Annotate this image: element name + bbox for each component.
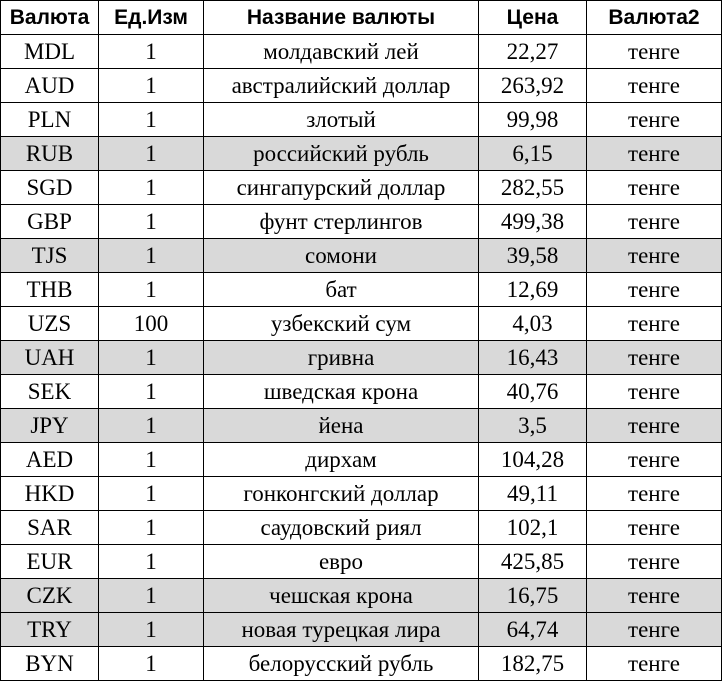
currency2-cell: тенге bbox=[587, 375, 722, 409]
currency-code-cell: TJS bbox=[1, 239, 99, 273]
price-cell: 102,1 bbox=[479, 511, 587, 545]
currency2-cell: тенге bbox=[587, 307, 722, 341]
unit-cell: 1 bbox=[99, 579, 204, 613]
table-row bbox=[1, 69, 722, 103]
table-row bbox=[1, 579, 722, 613]
currency2-cell: тенге bbox=[587, 137, 722, 171]
currency2-cell: тенге bbox=[587, 409, 722, 443]
currency-name-cell: сингапурский доллар bbox=[204, 171, 479, 205]
table-row bbox=[1, 137, 722, 171]
price-cell: 22,27 bbox=[479, 35, 587, 69]
currency-code-cell: JPY bbox=[1, 409, 99, 443]
price-cell: 182,75 bbox=[479, 647, 587, 681]
currency-code-cell: UZS bbox=[1, 307, 99, 341]
unit-cell: 1 bbox=[99, 511, 204, 545]
price-cell: 3,5 bbox=[479, 409, 587, 443]
header-currency2: Валюта2 bbox=[587, 1, 722, 35]
header-row bbox=[1, 1, 722, 35]
currency-name-cell: гонконгский доллар bbox=[204, 477, 479, 511]
table-row bbox=[1, 477, 722, 511]
price-cell: 99,98 bbox=[479, 103, 587, 137]
currency2-cell: тенге bbox=[587, 477, 722, 511]
currency2-cell: тенге bbox=[587, 69, 722, 103]
price-cell: 104,28 bbox=[479, 443, 587, 477]
table-row bbox=[1, 375, 722, 409]
currency-code-cell: SGD bbox=[1, 171, 99, 205]
currency-code-cell: HKD bbox=[1, 477, 99, 511]
currency-code-cell: MDL bbox=[1, 35, 99, 69]
currency-name-cell: сомони bbox=[204, 239, 479, 273]
unit-cell: 1 bbox=[99, 239, 204, 273]
table-row bbox=[1, 273, 722, 307]
currency-code-cell: SAR bbox=[1, 511, 99, 545]
unit-cell: 1 bbox=[99, 545, 204, 579]
currency2-cell: тенге bbox=[587, 511, 722, 545]
currency-name-cell: молдавский лей bbox=[204, 35, 479, 69]
unit-cell: 1 bbox=[99, 273, 204, 307]
price-cell: 499,38 bbox=[479, 205, 587, 239]
price-cell: 49,11 bbox=[479, 477, 587, 511]
currency2-cell: тенге bbox=[587, 171, 722, 205]
table-row bbox=[1, 307, 722, 341]
currency-code-cell: AED bbox=[1, 443, 99, 477]
currency-name-cell: гривна bbox=[204, 341, 479, 375]
currency2-cell: тенге bbox=[587, 103, 722, 137]
price-cell: 16,75 bbox=[479, 579, 587, 613]
currency2-cell: тенге bbox=[587, 239, 722, 273]
currency-name-cell: белорусский рубль bbox=[204, 647, 479, 681]
table-body bbox=[1, 35, 722, 681]
unit-cell: 1 bbox=[99, 103, 204, 137]
currency-code-cell: EUR bbox=[1, 545, 99, 579]
currency-name-cell: узбекский сум bbox=[204, 307, 479, 341]
table-row bbox=[1, 103, 722, 137]
currency-name-cell: дирхам bbox=[204, 443, 479, 477]
currency-code-cell: BYN bbox=[1, 647, 99, 681]
price-cell: 64,74 bbox=[479, 613, 587, 647]
currency-name-cell: йена bbox=[204, 409, 479, 443]
currency2-cell: тенге bbox=[587, 579, 722, 613]
unit-cell: 1 bbox=[99, 171, 204, 205]
table-row bbox=[1, 205, 722, 239]
currency-name-cell: евро bbox=[204, 545, 479, 579]
currency2-cell: тенге bbox=[587, 273, 722, 307]
unit-cell: 100 bbox=[99, 307, 204, 341]
currency2-cell: тенге bbox=[587, 205, 722, 239]
unit-cell: 1 bbox=[99, 647, 204, 681]
price-cell: 16,43 bbox=[479, 341, 587, 375]
currency2-cell: тенге bbox=[587, 35, 722, 69]
price-cell: 6,15 bbox=[479, 137, 587, 171]
currency-name-cell: чешская крона bbox=[204, 579, 479, 613]
table-row bbox=[1, 511, 722, 545]
table-row bbox=[1, 35, 722, 69]
header-unit: Ед.Изм bbox=[99, 1, 204, 35]
price-cell: 39,58 bbox=[479, 239, 587, 273]
price-cell: 4,03 bbox=[479, 307, 587, 341]
header-currency-name: Название валюты bbox=[204, 1, 479, 35]
table-row bbox=[1, 171, 722, 205]
table-row bbox=[1, 613, 722, 647]
unit-cell: 1 bbox=[99, 409, 204, 443]
price-cell: 425,85 bbox=[479, 545, 587, 579]
currency-name-cell: злотый bbox=[204, 103, 479, 137]
table-row bbox=[1, 239, 722, 273]
currency-code-cell: TRY bbox=[1, 613, 99, 647]
table-row bbox=[1, 647, 722, 681]
currency-name-cell: шведская крона bbox=[204, 375, 479, 409]
price-cell: 263,92 bbox=[479, 69, 587, 103]
price-cell: 282,55 bbox=[479, 171, 587, 205]
unit-cell: 1 bbox=[99, 443, 204, 477]
currency-code-cell: AUD bbox=[1, 69, 99, 103]
unit-cell: 1 bbox=[99, 137, 204, 171]
unit-cell: 1 bbox=[99, 477, 204, 511]
currency2-cell: тенге bbox=[587, 341, 722, 375]
unit-cell: 1 bbox=[99, 205, 204, 239]
unit-cell: 1 bbox=[99, 69, 204, 103]
currency-code-cell: RUB bbox=[1, 137, 99, 171]
header-currency: Валюта bbox=[1, 1, 99, 35]
currency-name-cell: новая турецкая лира bbox=[204, 613, 479, 647]
currency-code-cell: PLN bbox=[1, 103, 99, 137]
currency-code-cell: THB bbox=[1, 273, 99, 307]
unit-cell: 1 bbox=[99, 35, 204, 69]
currency2-cell: тенге bbox=[587, 613, 722, 647]
table-row bbox=[1, 443, 722, 477]
currency2-cell: тенге bbox=[587, 443, 722, 477]
currency-name-cell: бат bbox=[204, 273, 479, 307]
table-row bbox=[1, 545, 722, 579]
unit-cell: 1 bbox=[99, 375, 204, 409]
table-row bbox=[1, 341, 722, 375]
currency-name-cell: российский рубль bbox=[204, 137, 479, 171]
price-cell: 40,76 bbox=[479, 375, 587, 409]
price-cell: 12,69 bbox=[479, 273, 587, 307]
header-price: Цена bbox=[479, 1, 587, 35]
unit-cell: 1 bbox=[99, 613, 204, 647]
currency-code-cell: CZK bbox=[1, 579, 99, 613]
currency-code-cell: GBP bbox=[1, 205, 99, 239]
currency-name-cell: австралийский доллар bbox=[204, 69, 479, 103]
currency2-cell: тенге bbox=[587, 545, 722, 579]
unit-cell: 1 bbox=[99, 341, 204, 375]
currency2-cell: тенге bbox=[587, 647, 722, 681]
currency-code-cell: UAH bbox=[1, 341, 99, 375]
currency-name-cell: фунт стерлингов bbox=[204, 205, 479, 239]
table-row bbox=[1, 409, 722, 443]
currency-code-cell: SEK bbox=[1, 375, 99, 409]
currency-name-cell: саудовский риял bbox=[204, 511, 479, 545]
